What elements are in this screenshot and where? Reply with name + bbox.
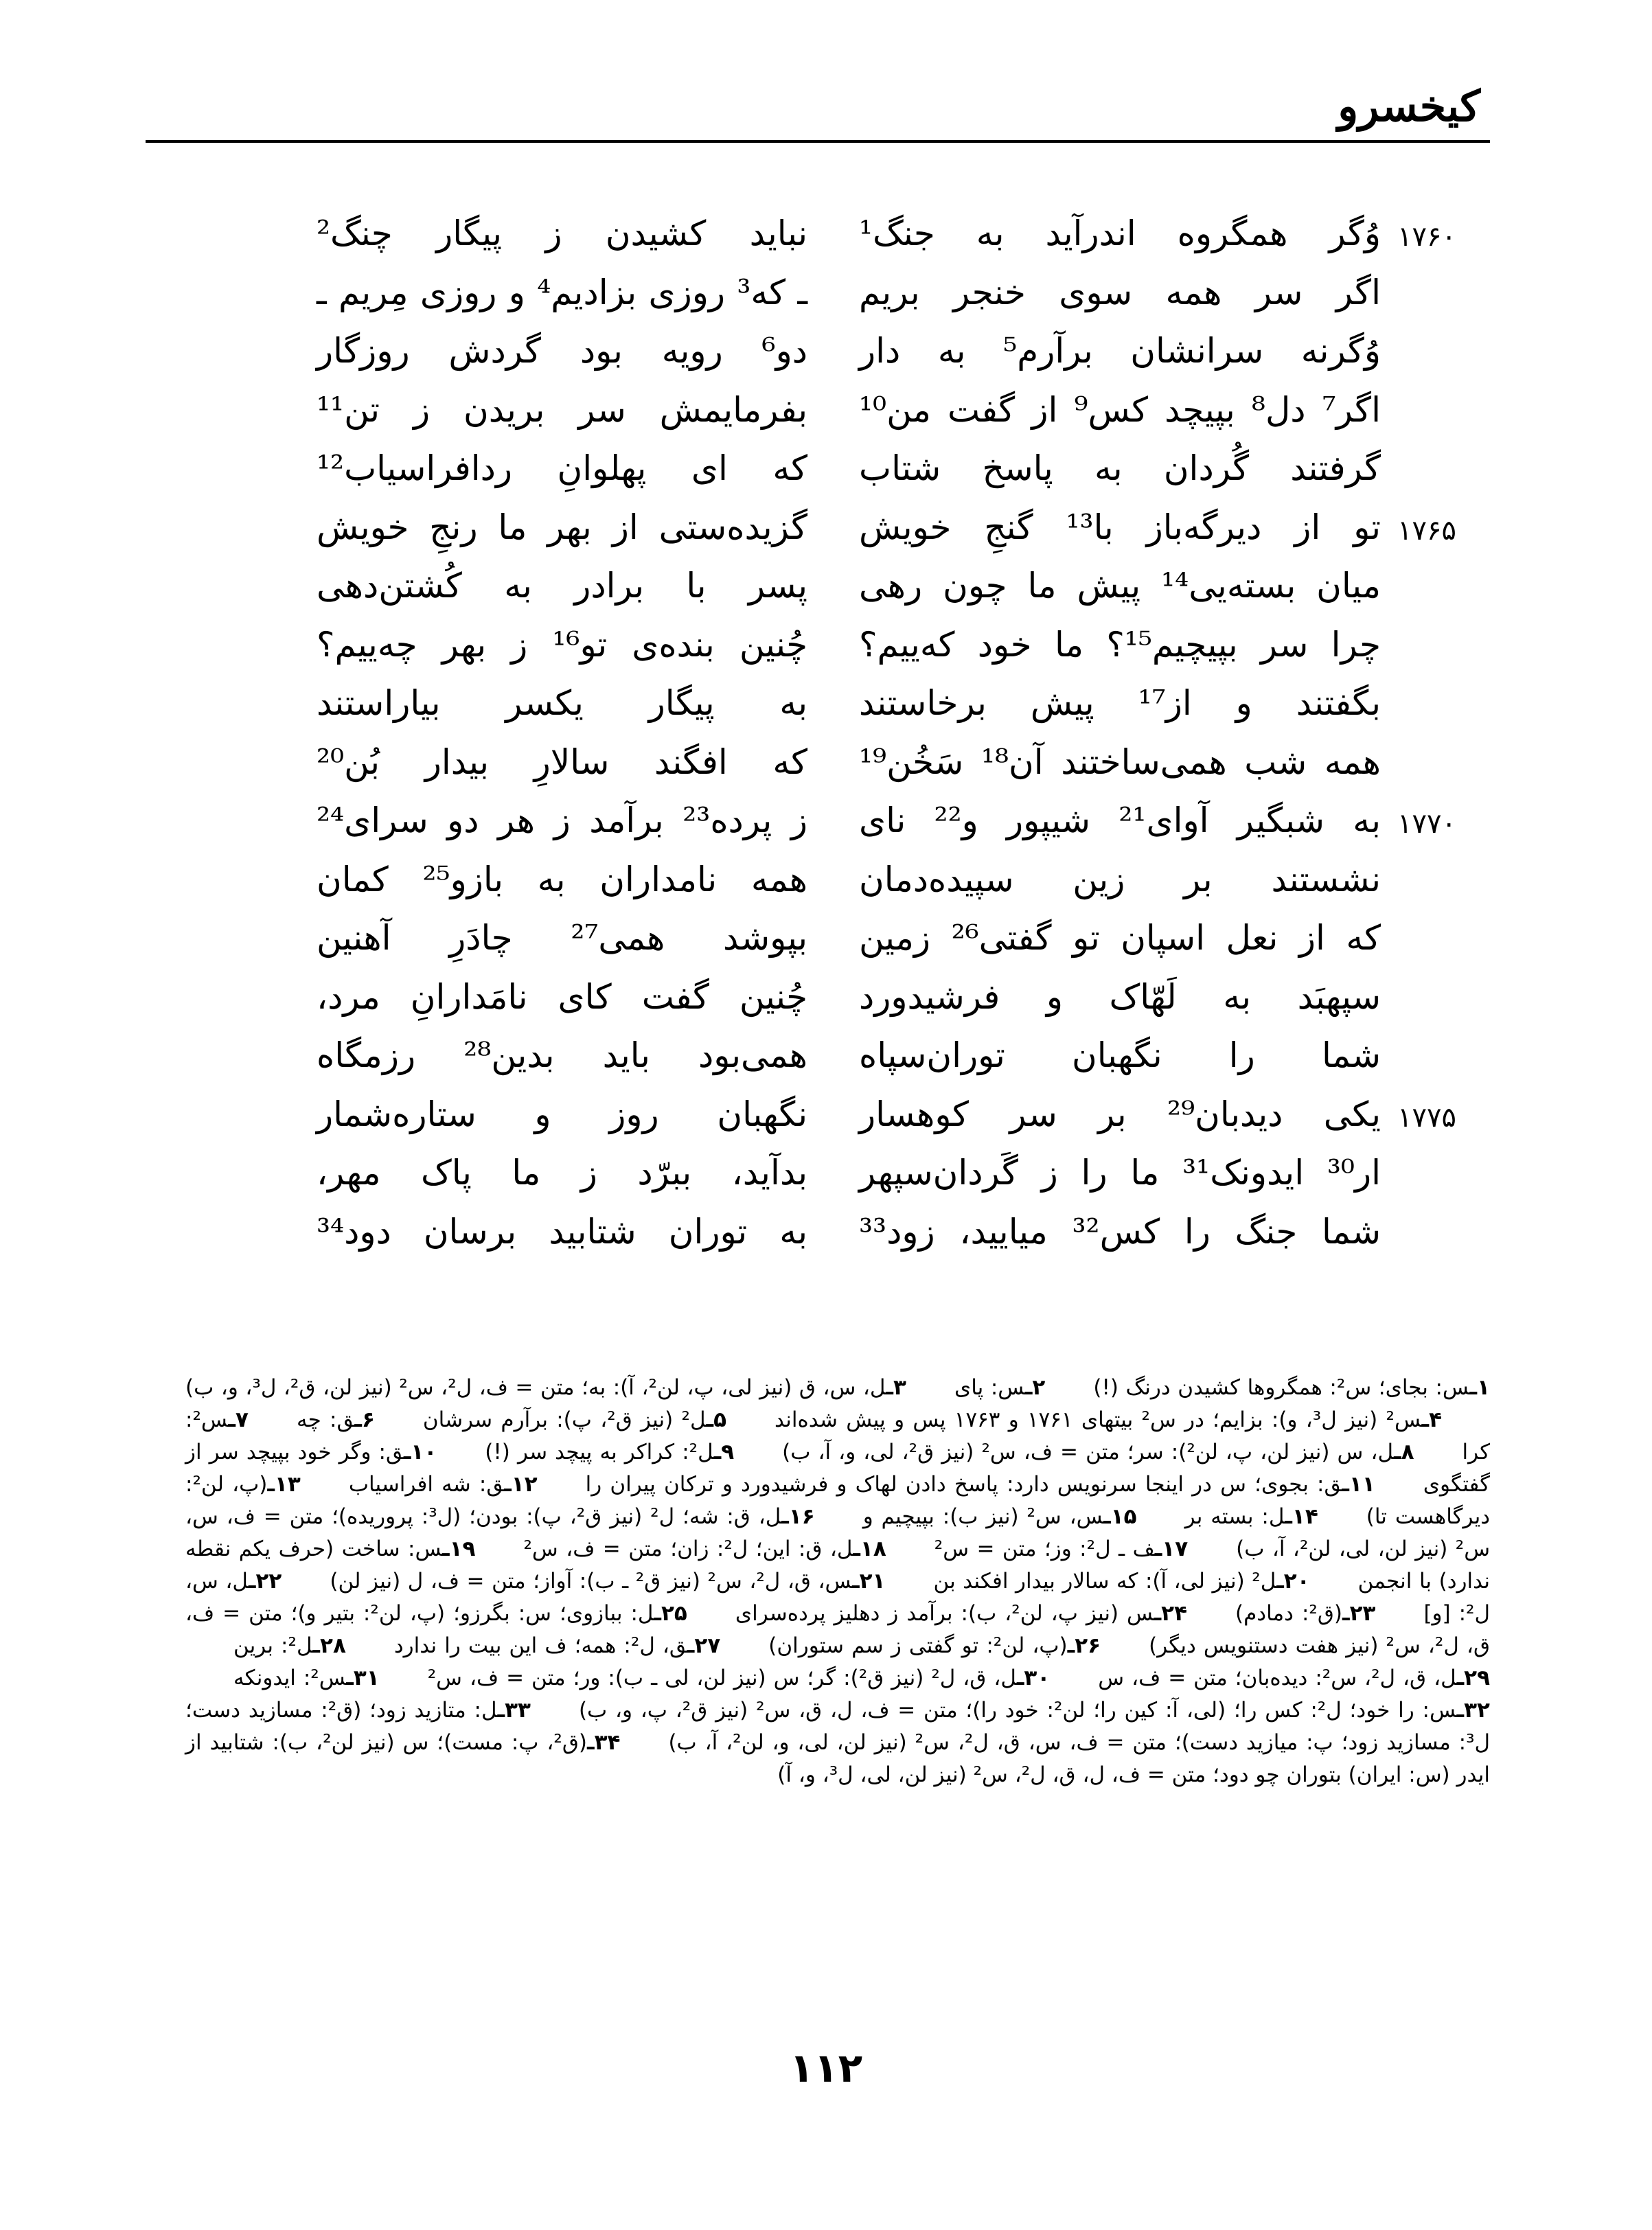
- footnote-dash: ‏ـ: [1067, 1633, 1075, 1658]
- footnote: [726, 1407, 1442, 1432]
- footnote-text: ل² (نیز ق²، پ): برآرم سرشان: [422, 1407, 707, 1432]
- second-hemistich: گزیده‌ستی از بهر ما رنجِ خویش: [317, 507, 807, 547]
- second-hemistich: بفرمایمش سر بریدن ز تن¹¹: [317, 389, 807, 430]
- footnote-dash: ‏ـ: [1276, 1569, 1284, 1594]
- second-hemistich: نباید کشیدن ز پیگار چنگ²: [317, 214, 807, 253]
- footnote-number: ۳۴: [594, 1730, 621, 1755]
- footnote-number: ۳۲: [1464, 1698, 1490, 1723]
- verse-line: [0, 500, 1652, 559]
- footnote: [301, 1472, 538, 1497]
- first-hemistich: ار³⁰ ایدونک³¹ ما را ز گَردان‌سپهر: [859, 1153, 1381, 1193]
- first-hemistich: چرا سر بپیچیم¹⁵؟ ما خود که‌ییم؟: [859, 624, 1381, 665]
- footnote-number: ۲۹: [1464, 1666, 1491, 1690]
- footnote-number: ۲۳: [1349, 1601, 1376, 1626]
- running-title: کیخسرو: [1338, 81, 1480, 131]
- footnote: [538, 1472, 1375, 1497]
- footnote-number: ۹: [721, 1440, 735, 1464]
- footnote-dash: ‏ـ: [346, 1666, 354, 1690]
- footnote-number: ۱۴: [1292, 1504, 1318, 1529]
- footnote-number: ۷: [236, 1407, 249, 1432]
- verse-line: [0, 1028, 1652, 1087]
- footnote-dash: ‏ـ: [586, 1730, 595, 1755]
- first-hemistich: وُگر همگروه اندرآید به جنگ¹: [859, 214, 1381, 253]
- second-hemistich: به پیگار یکسر بیاراستند: [317, 683, 807, 723]
- footnote: [906, 1375, 1045, 1400]
- footnote-dash: ‏ـ: [312, 1633, 321, 1658]
- footnote-text: ف ـ ل²: وز؛ متن = س²: [934, 1537, 1155, 1561]
- footnote-number: ۱۲: [511, 1472, 538, 1497]
- footnote-number: ۳۰: [1024, 1666, 1051, 1690]
- footnote-text: ل: متازید زود؛ (ق²: مسازید دست؛ ل³: مسازید زود؛ پ: میازید دست)؛ متن = ف، س، ق، ل²، س² (نیز لن، لی، و، لن²، آ، ب): [185, 1698, 1491, 1755]
- second-hemistich: که افگند سالارِ بیدار بُن²⁰: [317, 742, 807, 782]
- second-hemistich: بپوشد همی²⁷ چادَرِ آهنین: [317, 918, 807, 958]
- footnote-dash: ‏ـ: [1393, 1440, 1401, 1464]
- footnote-number: ۲: [1032, 1375, 1046, 1400]
- first-hemistich: گرفتند گُردان به پاسخ شتاب: [859, 448, 1381, 488]
- first-hemistich: میان بسته‌یی¹⁴ پیش ما چون رهی: [859, 566, 1381, 606]
- first-hemistich: تو از دیرگه‌باز با¹³ گنجِ خویش: [859, 507, 1381, 547]
- second-hemistich: پسر با برادر به کُشتن‌دهی: [317, 566, 807, 606]
- footnote-text: س: ساخت (حرف یکم نقطه ندارد) با انجمن: [185, 1537, 1490, 1594]
- page-number: ۱۱۲: [789, 2045, 863, 2091]
- verse-line: [0, 382, 1652, 441]
- first-hemistich: اگر⁷ دل⁸ بپیچد کس⁹ از گفت من¹⁰: [859, 389, 1381, 430]
- second-hemistich: همه نامداران به بازو²⁵ کمان: [317, 859, 808, 899]
- first-hemistich: که از نعل اسپان تو گفتی²⁶ زمین: [859, 918, 1381, 958]
- footnote-dash: ‏ـ: [713, 1440, 722, 1464]
- verse-line: [0, 793, 1652, 852]
- footnote: [1050, 1666, 1490, 1690]
- verse-line: [0, 617, 1652, 676]
- footnote-dash: ‏ـ: [706, 1407, 714, 1432]
- footnote-text: ل، ق، ل²، س²: دیده‌بان؛ متن = ف، س: [1098, 1666, 1457, 1690]
- first-hemistich: به شبگیر آوای²¹ شیپور و²² نای: [859, 801, 1381, 840]
- footnote: [380, 1666, 1051, 1690]
- verse-line: [0, 969, 1652, 1028]
- footnote-dash: ‏ـ: [1342, 1601, 1350, 1626]
- footnote-dash: ‏ـ: [687, 1633, 695, 1658]
- footnote-text: س² (نیز ل³، و): بزایم؛ در س² بیتهای ۱۷۶۱ و ۱۷۶۳ پس و پیش شده‌اند: [774, 1407, 1422, 1432]
- footnote: [346, 1633, 720, 1658]
- footnote: [734, 1440, 1414, 1464]
- footnote-dash: ‏ـ: [1154, 1601, 1162, 1626]
- footnote-number: ۶: [361, 1407, 375, 1432]
- footnote-text: ق: شه افراسیاب: [348, 1472, 505, 1497]
- footnote: [687, 1601, 1187, 1626]
- footnote-dash: ‏ـ: [1456, 1698, 1465, 1723]
- verse-line: [0, 206, 1652, 265]
- footnote-text: س (نیز پ، لن²، ب): برآمد ز دهلیز پرده‌سرای: [735, 1601, 1154, 1626]
- footnote-dash: ‏ـ: [853, 1537, 860, 1561]
- first-hemistich: بگفتند و از¹⁷ پیش برخاستند: [859, 683, 1381, 723]
- footnote-text: ل، س، ل²: [و]: [185, 1569, 1490, 1626]
- footnote-dash: ‏ـ: [1154, 1537, 1162, 1561]
- verse-line: [0, 852, 1652, 911]
- second-hemistich: که ای پهلوانِ ردافراسیاب¹²: [317, 448, 807, 488]
- verse-number: ۱۷۷۰: [1397, 808, 1456, 840]
- verse-line: [0, 1145, 1652, 1204]
- first-hemistich: شما جنگ را کس³² میایید، زود³³: [859, 1211, 1381, 1252]
- footnote-text: س، س² (نیز ب): بپیچیم و: [862, 1504, 1104, 1529]
- footnote-text: (پ، لن²: دیرگاهست تا): [185, 1472, 1491, 1529]
- footnote-dash: ‏ـ: [504, 1472, 512, 1497]
- footnote-dash: ‏ـ: [267, 1472, 275, 1497]
- second-hemistich: دو⁶ رویه بود گردش روزگار: [317, 331, 807, 371]
- verse-line: [0, 735, 1652, 794]
- footnote: [437, 1440, 734, 1464]
- footnote: [185, 1666, 380, 1690]
- footnote: [885, 1569, 1309, 1594]
- first-hemistich: اگر سر همه سوی خنجر بریم: [859, 272, 1381, 312]
- footnote-number: ۱۸: [860, 1537, 886, 1561]
- footnote-text: س: پای: [954, 1375, 1025, 1400]
- verse-line: [0, 676, 1652, 735]
- verse-line: [0, 1087, 1652, 1146]
- footnote-text: ل: بسته بر: [1184, 1504, 1285, 1529]
- footnote-dash: ‏ـ: [1456, 1666, 1465, 1690]
- second-hemistich: بدآید، ببرّد ز ما پاک مهر،: [317, 1153, 807, 1193]
- footnote-dash: ‏ـ: [1421, 1407, 1430, 1432]
- footnote-dash: ‏ـ: [1342, 1472, 1349, 1497]
- footnote-text: ل²: برین: [233, 1633, 313, 1658]
- footnote-number: ۴: [1429, 1407, 1442, 1432]
- footnote-number: ۸: [1401, 1440, 1414, 1464]
- footnote-number: ۱۳: [275, 1472, 301, 1497]
- verse-line: [0, 441, 1652, 500]
- verse-line: [0, 265, 1652, 324]
- footnote: [375, 1407, 726, 1432]
- footnote-dash: ‏ـ: [886, 1375, 894, 1400]
- header-rule: [146, 140, 1490, 143]
- footnote-number: ۲۵: [661, 1601, 687, 1626]
- footnote: [475, 1537, 886, 1561]
- footnote-dash: ‏ـ: [852, 1569, 860, 1594]
- first-hemistich: شما را نگهبان توران‌سپاه: [859, 1035, 1381, 1075]
- first-hemistich: همه شب همی‌ساختند آن¹⁸ سَخُن¹⁹: [859, 742, 1381, 782]
- second-hemistich: نگهبان روز و ستاره‌شمار: [317, 1094, 807, 1134]
- footnote-number: ۲۰: [1283, 1569, 1310, 1594]
- footnote: [531, 1698, 1490, 1723]
- footnote-number: ۵: [713, 1407, 726, 1432]
- footnote: [1137, 1504, 1318, 1529]
- footnote-text: (ق²: دمادم): [1235, 1601, 1342, 1626]
- footnote-dash: ‏ـ: [497, 1698, 505, 1723]
- footnote-text: ل، س، ق (نیز لی، پ، لن²، آ): به؛ متن = ف، ل²، س² (نیز لن، ق²، ل³، و، ب): [185, 1375, 886, 1400]
- second-hemistich: همی‌بود باید بدین²⁸ رزمگاه: [317, 1035, 807, 1075]
- footnote-number: ۱۶: [788, 1504, 815, 1529]
- footnote-text: ق: بجوی؛ س در اینجا سرنویس دارد: پاسخ دادن لهاک و فرشیدورد و ترکان پیران را: [585, 1472, 1342, 1497]
- footnote-text: ل، ق: شه؛ ل² (نیز ق²، پ): بودن؛ (ل³: پروریده)؛ متن = ف، س، س² (نیز لن، لی، لن²، آ، ب): [185, 1504, 1491, 1561]
- footnote-number: ۱۵: [1110, 1504, 1137, 1529]
- footnote-number: ۲۸: [320, 1633, 346, 1658]
- footnote: [1187, 1601, 1375, 1626]
- verse-line: [0, 323, 1652, 382]
- footnote-number: ۳: [893, 1375, 906, 1400]
- footnote: [249, 1407, 375, 1432]
- first-hemistich: سپهبَد به لَهّاک و فرشیدورد: [859, 976, 1381, 1017]
- footnote-number: ۱۹: [449, 1537, 476, 1561]
- footnote-number: ۱: [1477, 1375, 1490, 1400]
- footnote-text: س، ق، ل²، س² (نیز ق² ـ ب): آواز؛ متن = ف، ل (نیز لن): [330, 1569, 853, 1594]
- footnote-dash: ‏ـ: [1285, 1504, 1292, 1529]
- footnote-text: س: را خود؛ ل²: کس را؛ (لی، آ: کین را؛ لن²: خود را)؛ متن = ف، ل، ق، س² (نیز ق²، پ، و، ب): [578, 1698, 1457, 1723]
- footnote-text: ق: وگر خود بپیچد سر از گفتگوی: [185, 1440, 1490, 1497]
- footnote-text: ل² (نیز لی، آ): که سالار بیدار افکند بن: [933, 1569, 1277, 1594]
- footnote-number: ۱۷: [1162, 1537, 1189, 1561]
- footnote-dash: ‏ـ: [442, 1537, 450, 1561]
- footnote-dash: ‏ـ: [403, 1440, 411, 1464]
- footnote-number: ۳۱: [353, 1666, 380, 1690]
- first-hemistich: وُگرنه سرانشان برآرم⁵ به دار: [859, 331, 1381, 371]
- footnote-dash: ‏ـ: [1024, 1375, 1033, 1400]
- second-hemistich: ـ که³ روزی بزادیم⁴ و روزی مِریم ـ: [317, 272, 807, 312]
- second-hemistich: چُنین گفت کای نامَدارانِ مرد،: [317, 976, 807, 1017]
- footnote-number: ۲۱: [859, 1569, 886, 1594]
- footnote: [815, 1504, 1137, 1529]
- footnote-number: ۲۶: [1075, 1633, 1101, 1658]
- verse-line: [0, 558, 1652, 617]
- footnote-number: ۱۰: [411, 1440, 437, 1464]
- footnote-text: ل: ببازوی؛ س: بگرزو؛ (پ، لن²: بتیر و)؛ متن = ف، ق، ل²، س² (نیز هفت دستنویس دیگر): [185, 1601, 1490, 1658]
- footnote-number: ۱۱: [1349, 1472, 1375, 1497]
- verse-number: ۱۷۷۵: [1397, 1101, 1456, 1134]
- footnote-dash: ‏ـ: [1469, 1375, 1478, 1400]
- footnote-dash: ‏ـ: [781, 1504, 789, 1529]
- footnote: [1045, 1375, 1490, 1400]
- footnotes: [185, 1372, 1490, 1791]
- second-hemistich: چُنین بنده‌ی تو¹⁶ ز بهر چه‌ییم؟: [317, 624, 807, 665]
- first-hemistich: یکی دیدبان²⁹ بر سر کوهسار: [859, 1094, 1381, 1134]
- footnote-number: ۲۷: [694, 1633, 721, 1658]
- footnote-dash: ‏ـ: [654, 1601, 661, 1626]
- footnote: [720, 1633, 1101, 1658]
- second-hemistich: به توران شتابید برسان دود³⁴: [317, 1211, 807, 1252]
- footnote-text: س: بجای؛ س²: همگروها کشیدن درنگ (!): [1093, 1375, 1470, 1400]
- footnote-dash: ‏ـ: [1103, 1504, 1111, 1529]
- footnote-number: ۳۳: [505, 1698, 531, 1723]
- first-hemistich: نشستند بر زین سپیده‌دمان: [859, 859, 1381, 899]
- footnote: [886, 1537, 1188, 1561]
- footnote-text: س²: کرا: [185, 1407, 1490, 1464]
- footnote-number: ۲۲: [255, 1569, 282, 1594]
- verse-number: ۱۷۶۰: [1397, 221, 1456, 253]
- footnote-text: (پ، لن²: تو گفتی ز سم ستوران): [768, 1633, 1068, 1658]
- footnote-text: ل، ق: این؛ ل²: زان؛ متن = ف، س²: [523, 1537, 853, 1561]
- footnote: [282, 1569, 885, 1594]
- footnote-text: ق، ل²: همه؛ ف این بیت را ندارد: [393, 1633, 687, 1658]
- footnote-text: ل، س (نیز لن، پ، لن²): سر؛ متن = ف، س² (نیز ق²، لی، و، آ، ب): [782, 1440, 1394, 1464]
- footnote-text: ل، ق، ل² (نیز ق²): گر؛ س (نیز لن، لی ـ ب): ور؛ متن = ف، س²: [427, 1666, 1017, 1690]
- footnote-text: ل²: کراکر به پیچد سر (!): [485, 1440, 714, 1464]
- footnote-dash: ‏ـ: [248, 1569, 256, 1594]
- footnote-text: س²: ایدونکه: [233, 1666, 347, 1690]
- footnote-text: (ق²، پ: مست)؛ س (نیز لن²، ب): شتابید از ایدر (س: ایران) بتوران چو دود؛ متن = ف، ل، ق، ل²، س² (نیز لن، لی، ل³، و، آ): [185, 1730, 1490, 1787]
- footnote-text: ق: چه: [296, 1407, 355, 1432]
- verse-block: [0, 206, 1652, 1263]
- footnote-dash: ‏ـ: [228, 1407, 236, 1432]
- second-hemistich: ز پرده²³ برآمد ز هر دو سرای²⁴: [317, 801, 807, 840]
- footnote: [185, 1633, 346, 1658]
- footnote-dash: ‏ـ: [1016, 1666, 1024, 1690]
- verse-line: [0, 1204, 1652, 1263]
- verse-line: [0, 910, 1652, 969]
- footnote-number: ۲۴: [1161, 1601, 1188, 1626]
- footnote-dash: ‏ـ: [354, 1407, 362, 1432]
- verse-number: ۱۷۶۵: [1397, 514, 1456, 547]
